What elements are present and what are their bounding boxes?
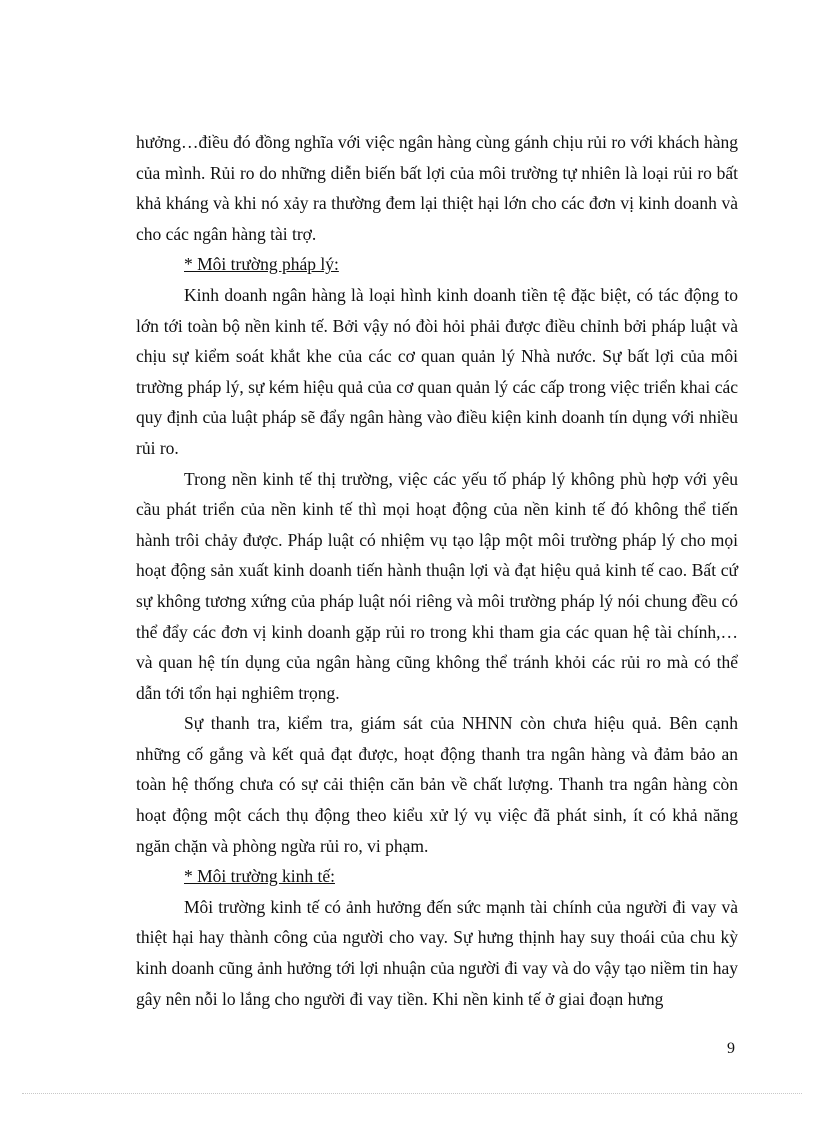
paragraph-banking-regulation: Kinh doanh ngân hàng là loại hình kinh doanh tiền tệ đặc biệt, có tác động to lớn tới toàn bộ nền kinh tế. Bởi vậy nó đòi hỏi phải được điều chỉnh bởi pháp luật và chịu sự kiểm soát khắt khe của các cơ quan quản lý Nhà nước. Sự bất lợi của môi trường pháp lý, sự kém hiệu quả của cơ quan quản lý các cấp trong việc triển khai các quy định của luật pháp sẽ đẩy ngân hàng vào điều kiện kinh doanh tín dụng với nhiều rủi ro. xyxy=(136,284,738,458)
heading-legal-environment xyxy=(136,249,738,280)
heading-legal-environment-text: * Môi trường pháp lý: xyxy=(184,254,339,275)
paragraph-economic-environment: Môi trường kinh tế có ảnh hưởng đến sức mạnh tài chính của người đi vay và thiệt hại hay thành công của người cho vay. Sự hưng thịnh hay suy thoái của chu kỳ kinh doanh cũng ảnh hưởng tới lợi nhuận của người đi vay và do vậy tạo niềm tin hay gây nên nỗi lo lắng cho người đi vay tiền. Khi nền kinh tế ở giai đoạn hưng xyxy=(136,896,738,1009)
paragraph-natural-risk: hưởng…điều đó đồng nghĩa với việc ngân hàng cùng gánh chịu rủi ro với khách hàng của mình. Rủi ro do những diễn biến bất lợi của môi trường tự nhiên là loại rủi ro bất khả kháng và khi nó xảy ra thường đem lại thiệt hại lớn cho các đơn vị kinh doanh và cho các ngân hàng tài trợ. xyxy=(136,132,738,244)
page-number: 9 xyxy=(727,1040,735,1057)
paragraph-bank-inspection: Sự thanh tra, kiểm tra, giám sát của NHNN còn chưa hiệu quả. Bên cạnh những cố gắng và kết quả đạt được, hoạt động thanh tra ngân hàng và đảm bảo an toàn hệ thống chưa có sự cải thiện căn bản về chất lượng. Thanh tra ngân hàng còn hoạt động một cách thụ động theo kiểu xử lý vụ việc đã phát sinh, ít có khả năng ngăn chặn và phòng ngừa rủi ro, vi phạm. xyxy=(136,713,738,856)
page-bottom-divider xyxy=(22,1093,802,1094)
heading-economic-environment-text: * Môi trường kinh tế: xyxy=(184,866,335,887)
document-body xyxy=(136,127,738,1014)
paragraph-market-economy-law: Trong nền kinh tế thị trường, việc các yếu tố pháp lý không phù hợp với yêu cầu phát triển của nền kinh tế thì mọi hoạt động của nền kinh tế đó không thể tiến hành trôi chảy được. Pháp luật có nhiệm vụ tạo lập một môi trường pháp lý cho mọi hoạt động sản xuất kinh doanh tiến hành thuận lợi và đạt hiệu quả kinh tế cao. Bất cứ sự không tương xứng của pháp luật nói riêng và môi trường pháp lý nói chung đều có thể đẩy các đơn vị kinh doanh gặp rủi ro trong khi tham gia các quan hệ tài chính,…và quan hệ tín dụng của ngân hàng cũng không thể tránh khỏi các rủi ro mà có thể dẫn tới tổn hại nghiêm trọng. xyxy=(136,468,738,703)
heading-economic-environment xyxy=(136,861,738,892)
